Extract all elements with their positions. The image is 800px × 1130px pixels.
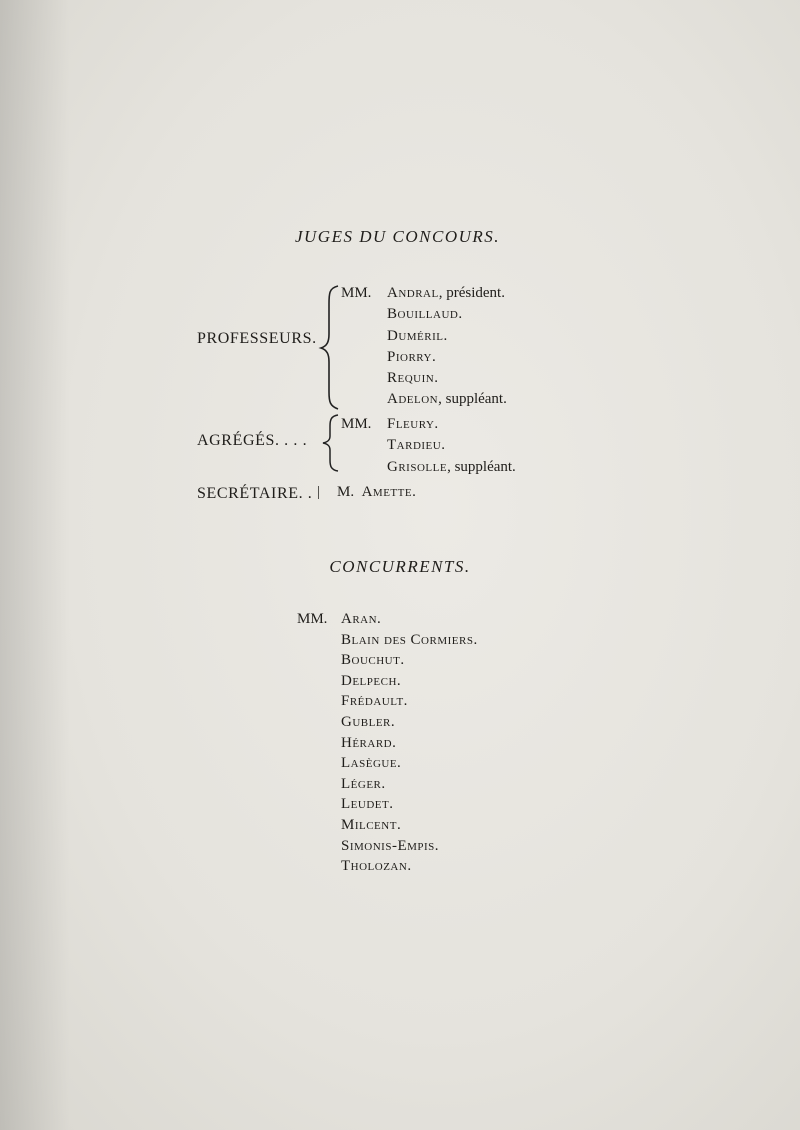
honorific-prefix: M. [337,484,355,500]
list-item [297,671,478,692]
list-item [297,794,478,815]
list-item [297,650,478,671]
list-item: Tardieu. [387,437,445,454]
list-item [297,609,478,630]
member-name: Hérard. [341,734,397,751]
list-item [297,630,478,651]
list-item [297,691,478,712]
member-name: Delpech. [341,672,402,689]
separator-bar: | [317,484,321,500]
member-name: Piorry [387,348,432,365]
list-item: Bouillaud. [387,306,463,323]
member-name: Grisolle [387,458,448,475]
list-item [297,836,478,857]
concurrents-list [297,609,478,877]
agreges-label: AGRÉGÉS. . . . [197,432,308,449]
honorific-prefix: MM. [297,611,328,627]
member-name: Bouillaud [387,306,459,323]
list-item: MM. Andral, président. [341,283,507,304]
judges-title: JUGES DU CONCOURS. [294,227,501,246]
professeurs-label: PROFESSEURS. [197,330,317,347]
list-item: Duméril. [387,327,448,344]
honorific-prefix: MM. [341,285,372,301]
list-item [297,733,478,754]
member-name: Tardieu [387,437,442,454]
secretaire-row: | M. Amette. [317,484,416,500]
member-name: Leudet. [341,796,394,813]
list-item [297,753,478,774]
list-item: Requin. [387,370,438,387]
member-name: Requin [387,370,435,387]
member-name: Milcent. [341,816,402,833]
professeurs-list [341,283,507,411]
member-name: Amette [361,484,413,500]
honorific-prefix: MM. [341,416,372,432]
list-item [297,712,478,733]
list-item: Piorry. [387,348,436,365]
list-item [297,815,478,836]
list-item: MM. Fleury. [341,414,516,435]
list-item: Adelon, suppléant. [387,391,507,408]
member-name: Aran. [341,611,382,627]
member-name: Gubler. [341,713,396,730]
member-name: Fleury [387,416,435,432]
member-name: Lasègue. [341,755,402,772]
list-item: Grisolle, suppléant. [387,458,516,475]
list-item [297,774,478,795]
list-item [297,856,478,877]
member-name: Frédault. [341,693,408,710]
member-name: Blain des Cormiers. [341,631,478,648]
member-name: Simonis-Empis. [341,837,440,854]
member-name: Andral [387,285,439,301]
member-name: Adelon [387,391,439,408]
agreges-list [341,414,516,478]
member-name: Bouchut. [341,652,405,669]
member-name: Tholozan. [341,858,412,875]
member-name: Duméril [387,327,444,344]
secretaire-label: SECRÉTAIRE. . [197,485,313,502]
member-name: Léger. [341,775,386,792]
concurrents-title: CONCURRENTS. [329,557,471,576]
